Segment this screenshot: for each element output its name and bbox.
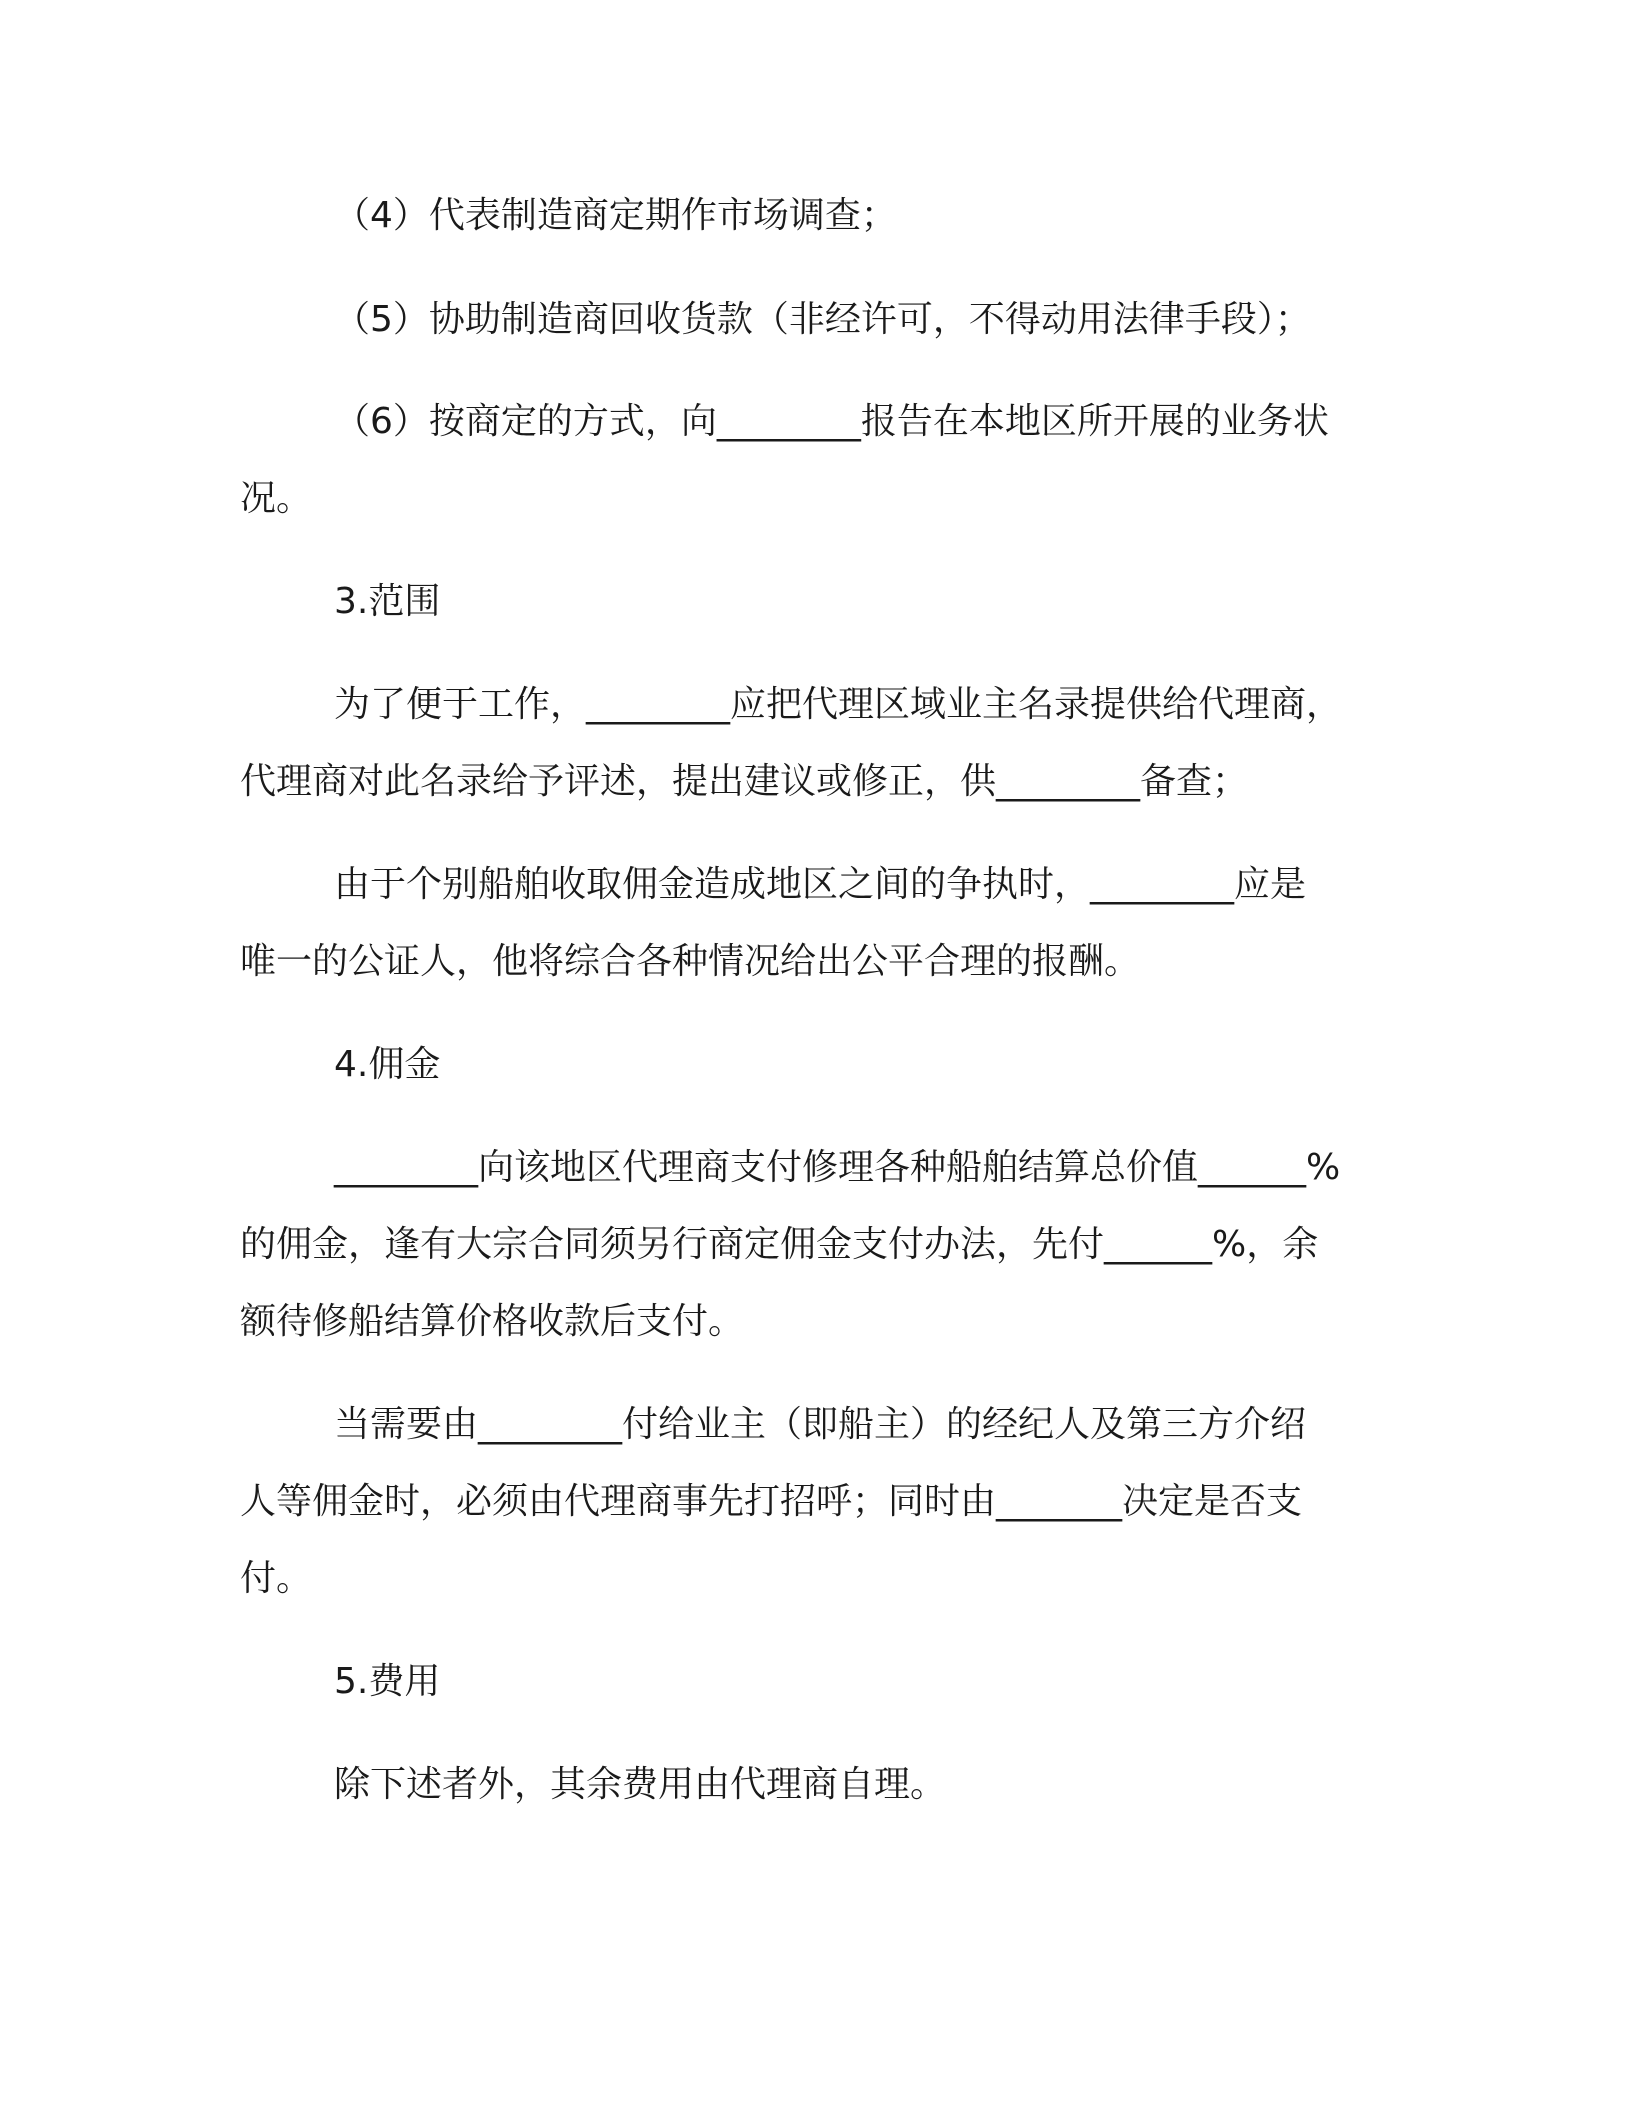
list-item-6-line1: （6）按商定的方式，向________报告在本地区所开展的业务状 [334, 401, 1329, 442]
list-item-4: （4）代表制造商定期作市场调查； [334, 195, 897, 236]
list-item-6-line2: 况。 [240, 478, 313, 519]
section-3-paragraph-1-line2: 代理商对此名录给予评述，提出建议或修正，供________备查； [240, 761, 1249, 802]
section-4-paragraph-1-line2: 的佣金，逢有大宗合同须另行商定佣金支付办法，先付______%，余 [240, 1224, 1319, 1265]
section-5-paragraph-1-line1: 除下述者外，其余费用由代理商自理。 [334, 1764, 947, 1805]
section-3-paragraph-2-line1: 由于个别船舶收取佣金造成地区之间的争执时，________应是 [334, 864, 1307, 905]
list-item-5: （5）协助制造商回收货款（非经许可，不得动用法律手段）； [334, 299, 1311, 340]
section-3-paragraph-1-line1: 为了便于工作，________应把代理区域业主名录提供给代理商， [334, 684, 1343, 725]
section-4-paragraph-2-line3: 付。 [240, 1558, 313, 1599]
section-4-paragraph-2-line2: 人等佣金时，必须由代理商事先打招呼；同时由_______决定是否支 [240, 1481, 1303, 1522]
section-4-paragraph-1-line1: ________向该地区代理商支付修理各种船舶结算总价值______% [334, 1147, 1341, 1188]
section-5-heading: 5.费用 [334, 1661, 441, 1702]
section-3-heading: 3.范围 [334, 581, 441, 622]
section-4-heading: 4.佣金 [334, 1044, 441, 1085]
section-3-paragraph-2-line2: 唯一的公证人，他将综合各种情况给出公平合理的报酬。 [240, 941, 1141, 982]
section-4-paragraph-1-line3: 额待修船结算价格收款后支付。 [240, 1301, 745, 1342]
section-4-paragraph-2-line1: 当需要由________付给业主（即船主）的经纪人及第三方介绍 [334, 1404, 1307, 1445]
